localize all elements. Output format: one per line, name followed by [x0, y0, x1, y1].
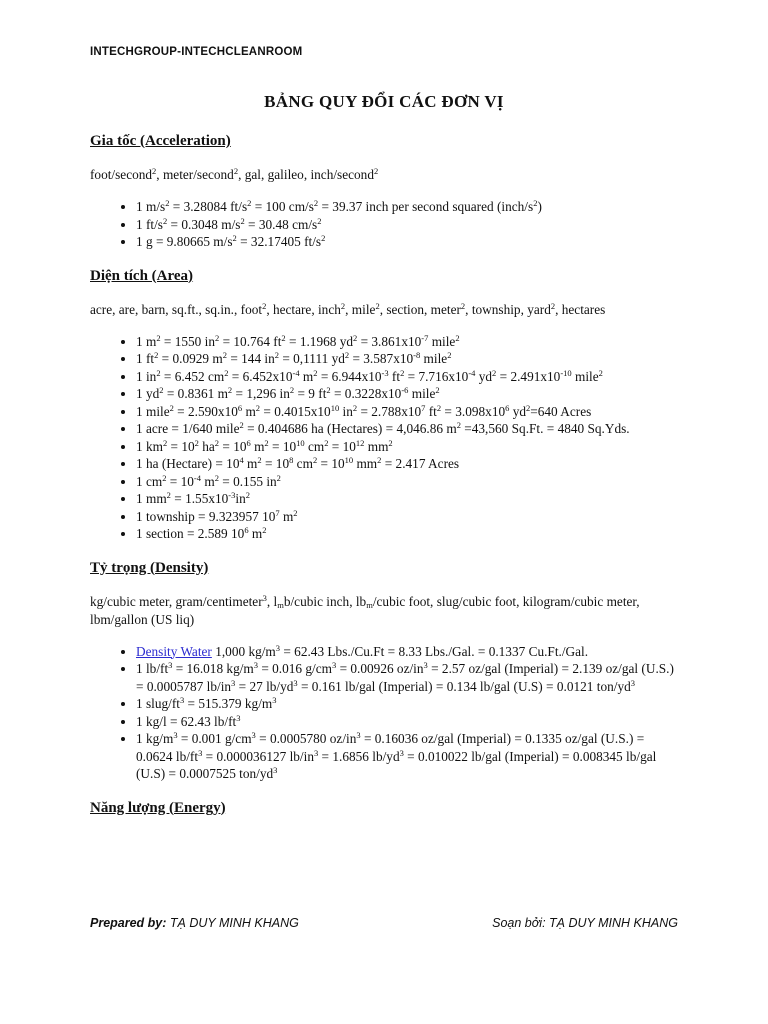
- area-list: [90, 333, 680, 543]
- document-body: [90, 130, 680, 819]
- acceleration-units-line: foot/second$^2$, meter/second$^2$, gal, galileo, inch/second$^2$: [90, 166, 379, 182]
- density-water-link[interactable]: Density Water: [136, 643, 212, 659]
- list-item: • 1 $ft/s^2 = 0.3048$ $m/s^2 = 30.48$ $cm/s^2$: [136, 216, 680, 234]
- section-title-density: Tỷ trọng (Density): [90, 559, 209, 576]
- density-list: [90, 643, 680, 783]
- acceleration-list: [90, 198, 680, 251]
- footer-soan-name: TẠ DUY MINH KHANG: [549, 916, 678, 930]
- list-item: • 1 acre = 1/640 mile$^2$ = 0.404686 ha (Hectares) = 4,046.86 $m^2 =43,560$ Sq.Ft. = 4840 Sq.Yds.: [136, 420, 680, 438]
- list-item: • 1 $cm^2 = 10^{-4}$ $m^2 = 0.155$ $in^2$: [136, 473, 680, 491]
- list-item: • 1 $kg/m^3 = 0.001$ $g/cm^3 = 0.0005780$ $oz/in^3 = 0.16036$ oz/gal (Imperial) = 0.1335 oz/gal (U.S.) = 0.0624 $lb/ft^3 = 0.000036127$ $lb/in^3 = 1.6856$ $lb/yd^3 = 0.010022$ lb/gal (Imperial) = 0.008345 lb/gal (U.S) = 0.0007525 ton/$yd^3$: [136, 730, 680, 783]
- list-item: • 1 ha (Hectare) = $10^4$ $m^2 = 10^8$ $cm^2 = 10^{10}$ $mm^2 = 2.417$ Acres: [136, 455, 680, 473]
- list-item: • 1 kg/l = 62.43 $lb/ft^3$: [136, 713, 680, 731]
- footer-prepared-label: Prepared by:: [90, 916, 167, 930]
- list-item: • 1 slug/$ft^3 = 515.379$ $kg/m^3$: [136, 695, 680, 713]
- list-item: • 1 mile$^2$ = $2.590x10^6$ $m^2 = 0.4015x10^{10}$ $in^2 = 2.788x10^7$ $ft^2 = 3.098x10^6$ $yd^2=640$ Acres: [136, 403, 680, 421]
- footer: [90, 916, 678, 934]
- list-item: • 1 $yd^2 = 0.8361$ $m^2 = 1,296$ $in^2 = 9$ $ft^2 = 0.3228x10^{-6}$ mile$^2$: [136, 385, 680, 403]
- list-item: • 1 $lb/ft^3 = 16.018$ $kg/m^3 = 0.016$ $g/cm^3 = 0.00926$ $oz/in^3 = 2.57$ oz/gal (Imperial) = 2.139 oz/gal (U.S.) = 0.0005787 $lb/in^3 = 27$ $lb/yd^3 = 0.161$ lb/gal (Imperial) = 0.134 lb/gal (U.S) = 0.0121 ton/$yd^3$: [136, 660, 680, 695]
- list-item: [136, 643, 680, 661]
- footer-prepared-name: TẠ DUY MINH KHANG: [169, 916, 299, 930]
- list-item: • 1 section = 2.589 $10^6$ $m^2$: [136, 525, 680, 543]
- list-item: • 1 $ft^2 = 0.0929$ $m^2 = 144$ $in^2 = 0,1111$ $yd^2 = 3.587x10^{-8}$ mile$^2$: [136, 350, 680, 368]
- footer-prepared: [90, 916, 299, 930]
- list-item: • 1 $km^2 = 10^2$ $ha^2 = 10^6$ $m^2 = 10^{10}$ $cm^2 = 10^{12}$ $mm^2$: [136, 438, 680, 456]
- list-item: • 1 township = 9.323957 $10^7$ $m^2$: [136, 508, 680, 526]
- document-title: BẢNG QUY ĐỔI CÁC ĐƠN VỊ: [264, 92, 504, 111]
- list-item: • 1 $in^2 = 6.452$ $cm^2 = 6.452x10^{-4}$ $m^2 = 6.944x10^{-3}$ $ft^2 = 7.716x10^{-4}$ $yd^2 = 2.491x10^{-10}$ mile$^2$: [136, 368, 680, 386]
- section-title-energy: Năng lượng (Energy): [90, 799, 226, 816]
- density-water-text: 1,000 $kg/m^3 = 62.43$ Lbs./Cu.Ft = 8.33 Lbs./Gal. = 0.1337 Cu.Ft./Gal.: [215, 642, 589, 659]
- footer-soan: [492, 916, 678, 930]
- list-item: • 1 $mm^2 = 1.55x10^{-3}in^2$: [136, 490, 680, 508]
- area-units-line: acre, are, barn, sq.ft., sq.in., foot$^2$, hectare, inch$^2$, mile$^2$, section, meter$^2$, township, yard$^2$, hectares: [90, 300, 606, 317]
- company-header: INTECHGROUP-INTECHCLEANROOM: [90, 46, 303, 58]
- section-title-acceleration: Gia tốc (Acceleration): [90, 133, 231, 149]
- list-item: • 1 $m^2 = 1550$ $in^2 = 10.764$ $ft^2 = 1.1968$ $yd^2 = 3.861x10^{-7}$ mile$^2$: [136, 333, 680, 351]
- density-units-line: kg/cubic meter, gram/centimeter$^3$, $l_mb$/cubic inch, $lb_m$/cubic foot, slug/cubic foot, kilogram/cubic meter, lbm/gallon (US liq): [90, 592, 640, 627]
- list-item: • 1 g = 9.80665 $m/s^2 = 32.17405$ $ft/s^2$: [136, 233, 680, 251]
- section-title-area: Diện tích (Area): [90, 267, 194, 284]
- list-item: • 1 $m/s^2 = 3.28084$ $ft/s^2 = 100$ $cm/s^2 = 39.37$ inch per second squared $(inch/s^2)$: [136, 198, 680, 216]
- footer-soan-label: Soạn bởi:: [492, 916, 546, 930]
